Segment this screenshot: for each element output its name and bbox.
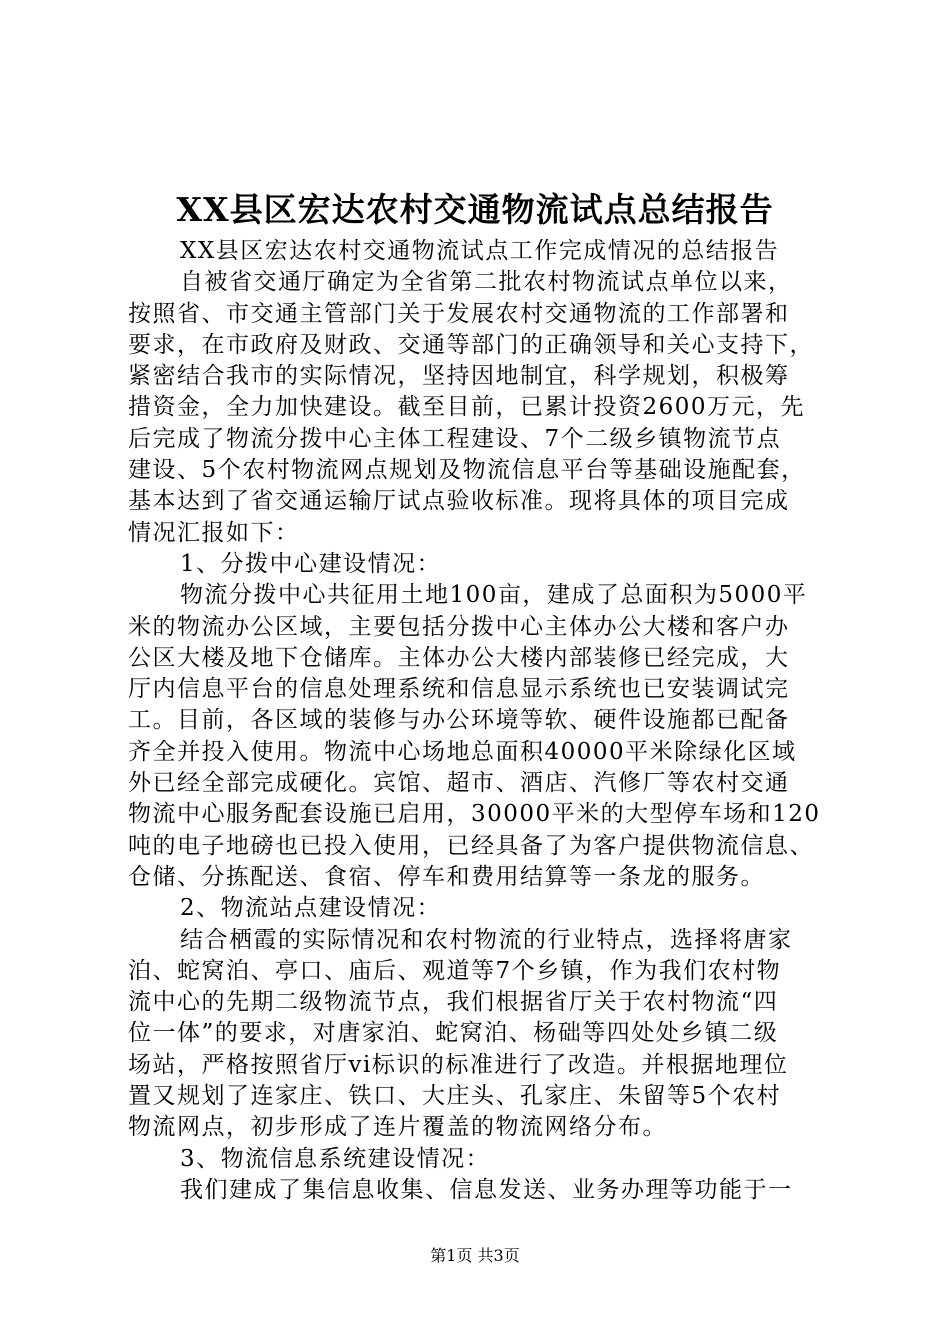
paragraph-line: 要求，在市政府及财政、交通等部门的正确领导和关心支持下， [128, 331, 814, 358]
paragraph-line: 1、分拨中心建设情况： [180, 550, 442, 577]
paragraph-line: 厅内信息平台的信息处理系统和信息显示系统也已安装调试完 [128, 676, 790, 703]
paragraph-line: 基本达到了省交通运输厅试点验收标准。现将具体的项目完成 [128, 488, 790, 515]
paragraph-line: 2、物流站点建设情况： [180, 895, 442, 922]
paragraph-line: XX县区宏达农村交通物流试点工作完成情况的总结报告 [180, 238, 780, 264]
document-title: XX县区宏达农村交通物流试点总结报告 [176, 190, 774, 229]
paragraph-line: 紧密结合我市的实际情况，坚持因地制宜，科学规划，积极筹 [128, 363, 790, 390]
paragraph-line: 流中心的先期二级物流节点，我们根据省厅关于农村物流“四 [128, 989, 779, 1016]
paragraph-line: 措资金，全力加快建设。截至目前，已累计投资2600万元，先 [128, 394, 806, 421]
paragraph-line: 建设、5个农村物流网点规划及物流信息平台等基础设施配套， [128, 457, 806, 484]
paragraph-line: 情况汇报如下： [128, 519, 300, 546]
paragraph-line: 外已经全部完成硬化。宾馆、超市、酒店、汽修厂等农村交通 [128, 770, 790, 797]
paragraph-line: 吨的电子地磅也已投入使用，已经具备了为客户提供物流信息、 [128, 832, 814, 859]
paragraph-line: 置又规划了连家庄、铁口、大庄头、孔家庄、朱留等5个农村 [128, 1083, 782, 1110]
paragraph-line: 仓储、分拣配送、食宿、停车和费用结算等一条龙的服务。 [128, 863, 765, 890]
document-body [128, 236, 848, 1206]
paragraph-line: 齐全并投入使用。物流中心场地总面积40000平米除绿化区域 [128, 738, 797, 765]
paragraph-line: 工。目前，各区域的装修与办公环境等软、硬件设施都已配备 [128, 707, 790, 734]
page-footer: 第1页 共3页 [430, 1246, 520, 1265]
paragraph-line: 物流分拨中心共征用土地100亩，建成了总面积为5000平 [180, 582, 808, 609]
paragraph-line: 后完成了物流分拨中心主体工程建设、7个二级乡镇物流节点 [128, 425, 782, 452]
paragraph-line: 公区大楼及地下仓储库。主体办公大楼内部装修已经完成，大 [128, 644, 790, 671]
paragraph-line: 物流中心服务配套设施已启用，30000平米的大型停车场和120 [128, 801, 821, 828]
paragraph-line: 结合栖霞的实际情况和农村物流的行业特点，选择将唐家 [180, 926, 793, 953]
paragraph-line: 泊、蛇窝泊、亭口、庙后、观道等7个乡镇，作为我们农村物 [128, 957, 782, 984]
paragraph-line: 位一体”的要求，对唐家泊、蛇窝泊、杨础等四处处乡镇二级 [128, 1020, 779, 1047]
paragraph-line: 物流网点，初步形成了连片覆盖的物流网络分布。 [128, 1114, 667, 1141]
paragraph-line: 场站，严格按照省厅vi标识的标准进行了改造。并根据地理位 [128, 1051, 789, 1078]
paragraph-line: 按照省、市交通主管部门关于发展农村交通物流的工作部署和 [128, 300, 790, 327]
paragraph-line: 我们建成了集信息收集、信息发送、业务办理等功能于一 [180, 1176, 793, 1203]
paragraph-line: 3、物流信息系统建设情况： [180, 1145, 491, 1172]
paragraph-line: 米的物流办公区域，主要包括分拨中心主体办公大楼和客户办 [128, 613, 790, 640]
paragraph-line: 自被省交通厅确定为全省第二批农村物流试点单位以来， [180, 269, 793, 296]
